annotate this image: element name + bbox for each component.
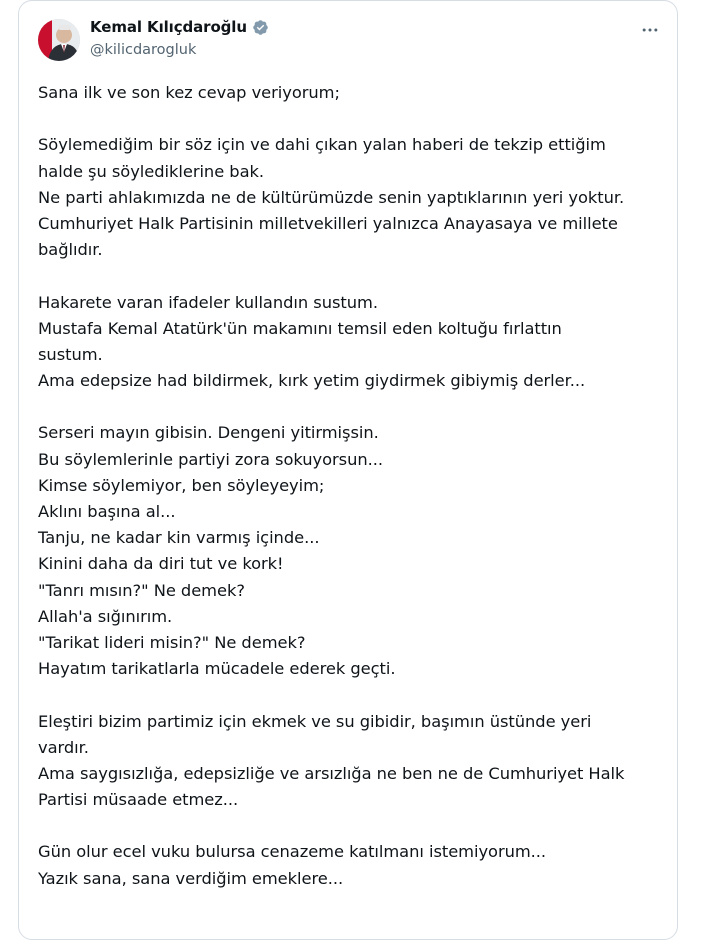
tweet-text	[38, 80, 668, 892]
tweet-text-line	[38, 394, 668, 420]
tweet-text-line: "Tarikat lideri misin?" Ne demek?	[38, 632, 306, 652]
tweet-text-line: Aklını başına al...	[38, 502, 176, 521]
author-handle[interactable]: @kilicdarogluk	[90, 42, 197, 58]
tweet-text-line: Serseri mayın gibisin. Dengeni yitirmişsin.	[38, 423, 379, 443]
tweet-text-line: Hakarete varan ifadeler kullandın sustum.	[38, 292, 378, 312]
tweet-text-line: Bu söylemlerinle partiyi zora sokuyorsun...	[38, 449, 384, 469]
author-name-row[interactable]	[90, 18, 269, 36]
tweet-text-line: Allah'a sığınırım.	[38, 606, 173, 626]
tweet-text-line: Gün olur ecel vuku bulursa cenazeme katılmanı istemiyorum...	[38, 842, 547, 862]
tweet-text-line: Söylemediğim bir söz için ve dahi çıkan yalan haberi de tekzip ettiğim	[38, 135, 606, 155]
tweet-text-line: Ne parti ahlakımızda ne de kültürümüzde senin yaptıklarının yeri yoktur.	[38, 187, 625, 207]
tweet-text-line: sustum.	[38, 344, 103, 364]
tweet-text-line: Cumhuriyet Halk Partisinin milletvekilleri yalnızca Anayasaya ve millete	[38, 213, 618, 233]
tweet-text-line: bağlıdır.	[38, 240, 103, 260]
more-horizontal-icon	[640, 20, 660, 40]
tweet-text-line: Ama saygısızlığa, edepsizliğe ve arsızlığa ne ben ne de Cumhuriyet Halk	[38, 763, 625, 783]
tweet-text-line	[38, 106, 668, 132]
tweet-text-line	[38, 682, 668, 708]
tweet-text-line: vardır.	[38, 737, 89, 757]
tweet-text-line: Sana ilk ve son kez cevap veriyorum;	[38, 83, 340, 102]
verified-badge-icon	[252, 19, 269, 36]
author-display-name[interactable]: Kemal Kılıçdaroğlu	[90, 18, 247, 36]
tweet-text-line	[38, 813, 668, 839]
tweet-text-line: Eleştiri bizim partimiz için ekmek ve su gibidir, başımın üstünde yeri	[38, 711, 592, 731]
tweet-text-line: Ama edepsize had bildirmek, kırk yetim giydirmek gibiymiş derler...	[38, 371, 586, 391]
tweet-text-line: Hayatım tarikatlarla mücadele ederek geçti.	[38, 659, 396, 679]
tweet-text-line: Partisi müsaade etmez...	[38, 790, 239, 810]
tweet-text-line: Kinini daha da diri tut ve kork!	[38, 554, 284, 574]
tweet-text-line	[38, 263, 668, 289]
tweet-text-line: Tanju, ne kadar kin varmış içinde...	[38, 528, 320, 548]
avatar[interactable]	[38, 19, 80, 61]
tweet-text-line: "Tanrı mısın?" Ne demek?	[38, 580, 245, 600]
tweet-text-line: Yazık sana, sana verdiğim emeklere...	[38, 868, 344, 888]
tweet-text-line: Mustafa Kemal Atatürk'ün makamını temsil eden koltuğu fırlattın	[38, 318, 562, 338]
more-options-button[interactable]	[636, 18, 664, 42]
tweet-text-line: halde şu söylediklerine bak.	[38, 161, 265, 181]
tweet-text-line: Kimse söylemiyor, ben söyleyeyim;	[38, 475, 325, 495]
